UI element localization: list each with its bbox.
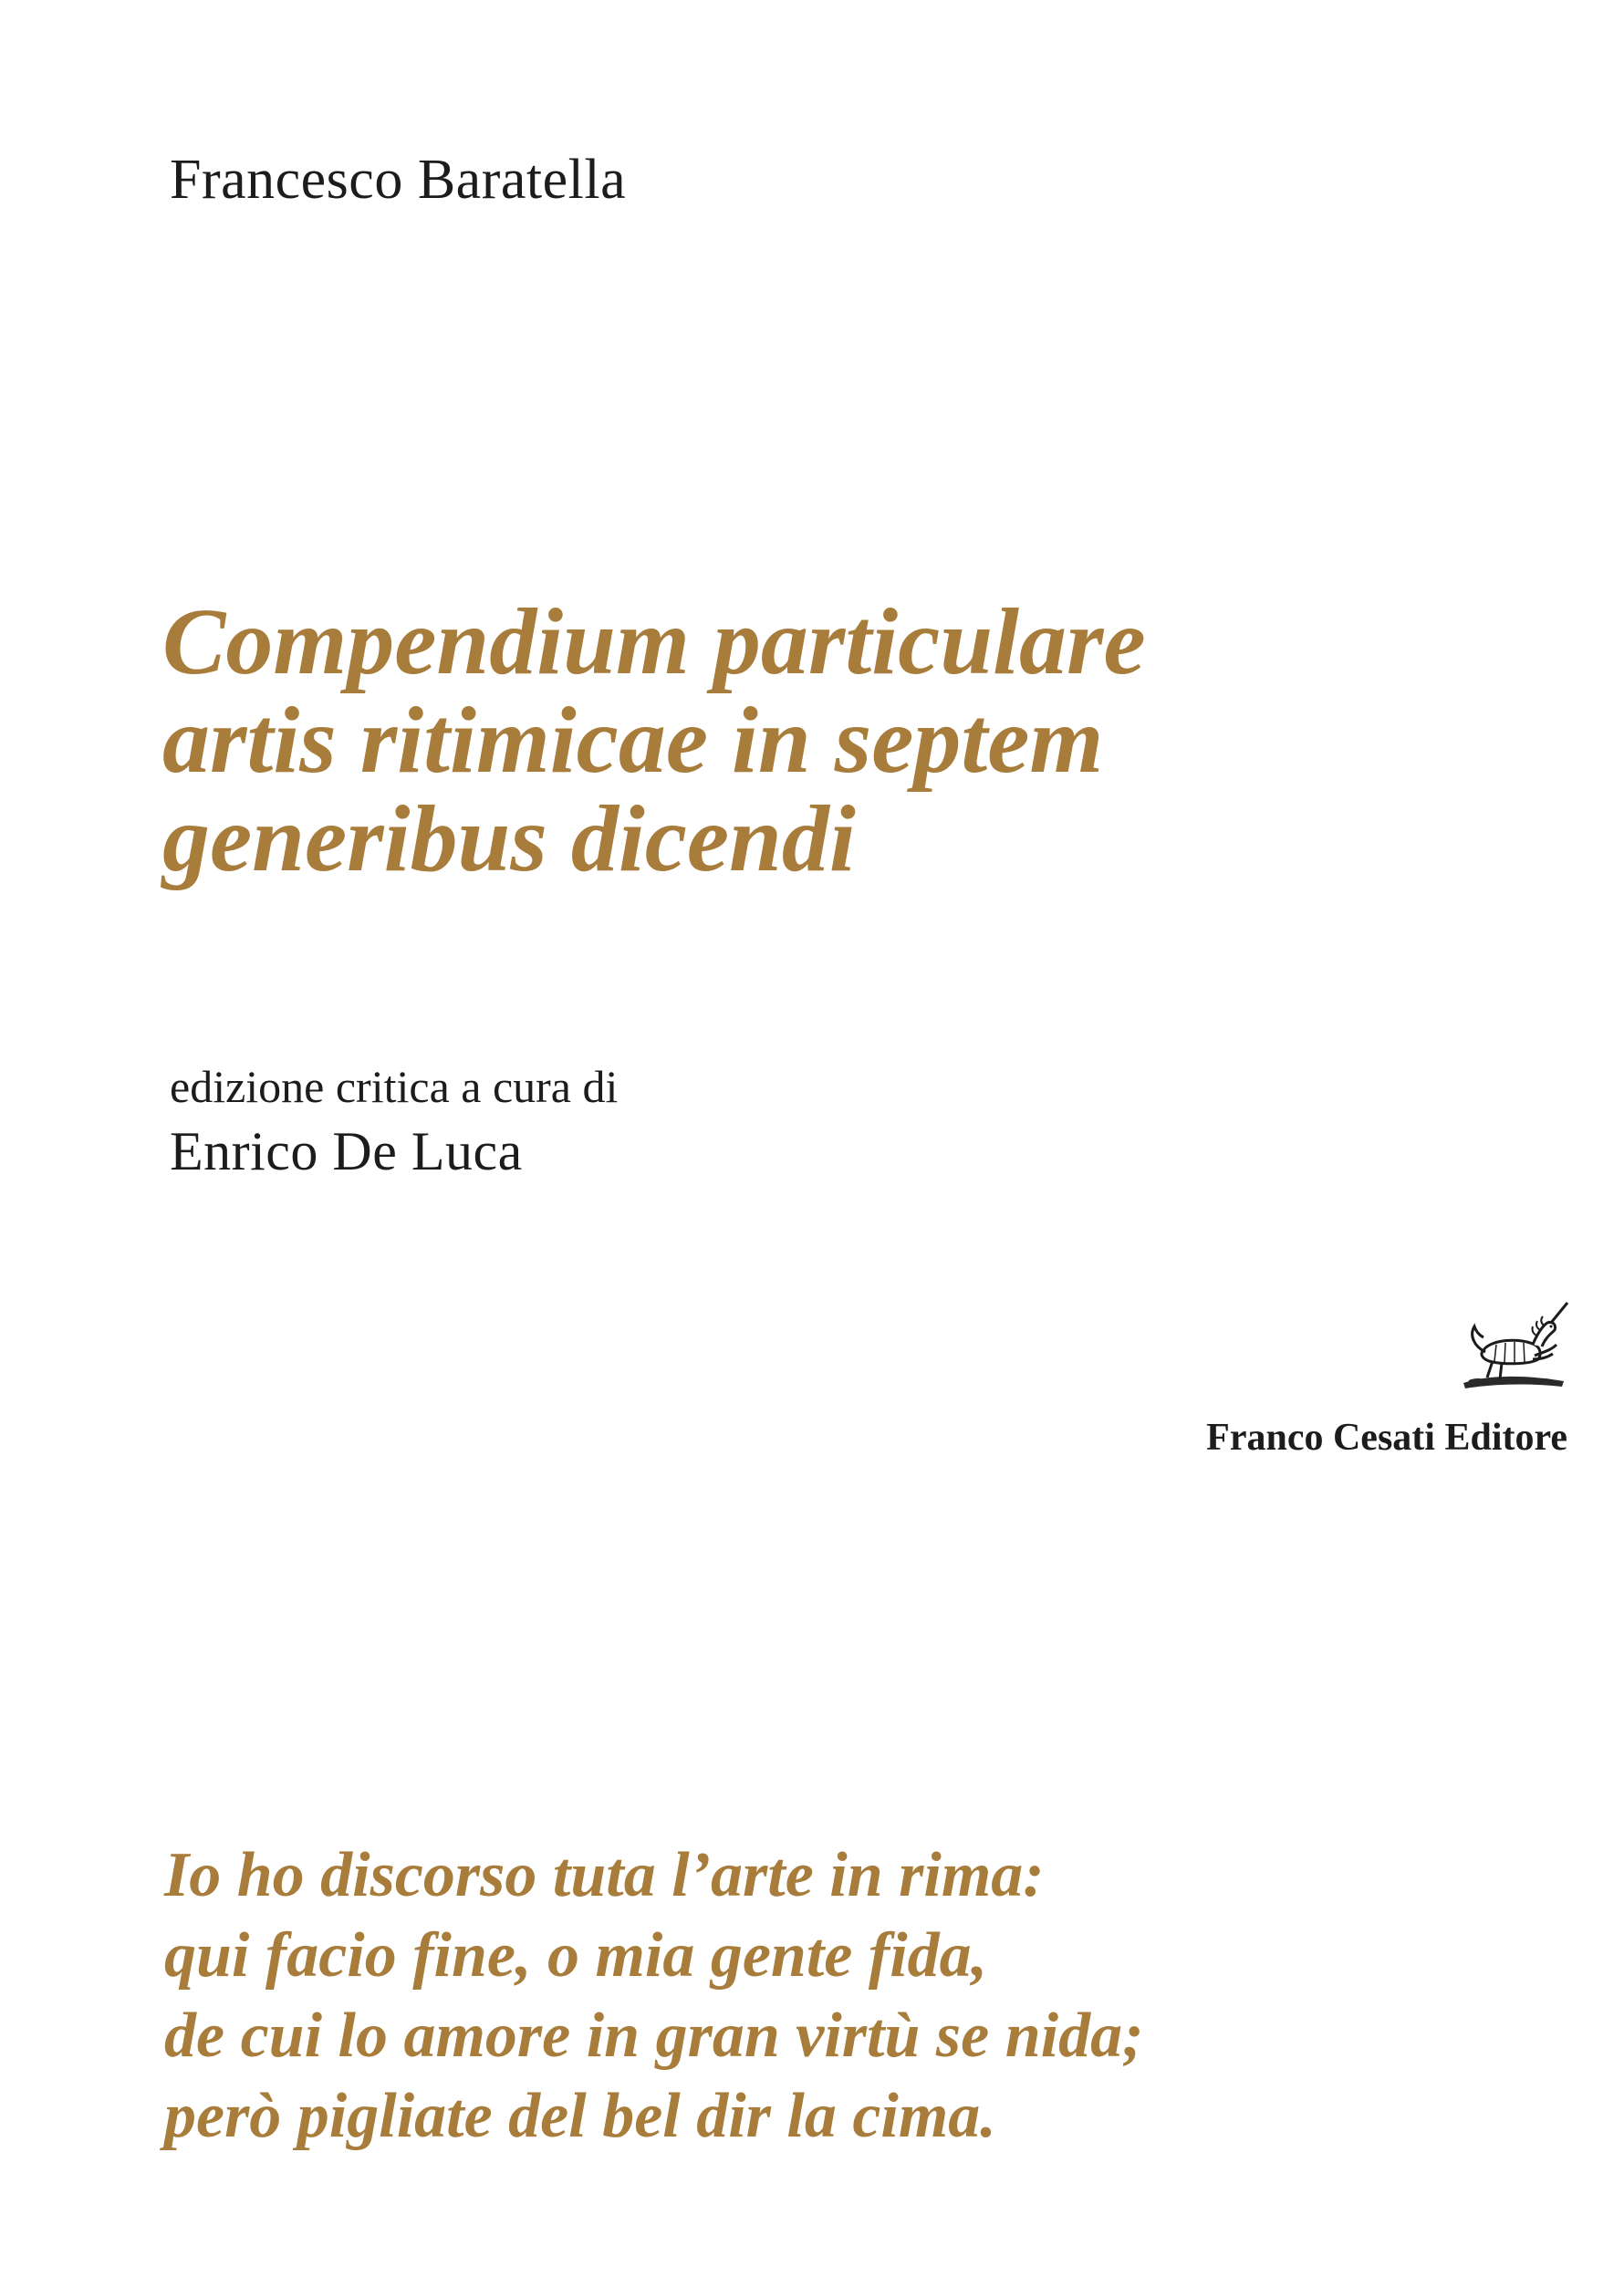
publisher-name: Franco Cesati Editore xyxy=(1206,1417,1567,1459)
author-name: Francesco Baratella xyxy=(170,149,627,211)
curator-name: Enrico De Luca xyxy=(170,1121,523,1181)
curator-label: edizione critica a cura di xyxy=(170,1061,619,1112)
title-line: artis ritimicae in septem xyxy=(162,688,1104,793)
book-title xyxy=(162,589,1531,891)
title-line: generibus dicendi xyxy=(162,786,856,891)
verse-line: però pigliate del bel dir la cima. xyxy=(164,2081,996,2151)
verse-line: de cui lo amore in gran virtù se nida; xyxy=(164,2001,1144,2071)
title-line: Compendium particulare xyxy=(162,589,1146,694)
unicorn-logo-icon xyxy=(1456,1299,1571,1390)
verse-quote xyxy=(164,1835,1533,2157)
verse-line: qui facio fine, o mia gente fida, xyxy=(164,1920,988,1991)
verse-line: Io ho discorso tuta l’arte in rima: xyxy=(164,1840,1045,1910)
